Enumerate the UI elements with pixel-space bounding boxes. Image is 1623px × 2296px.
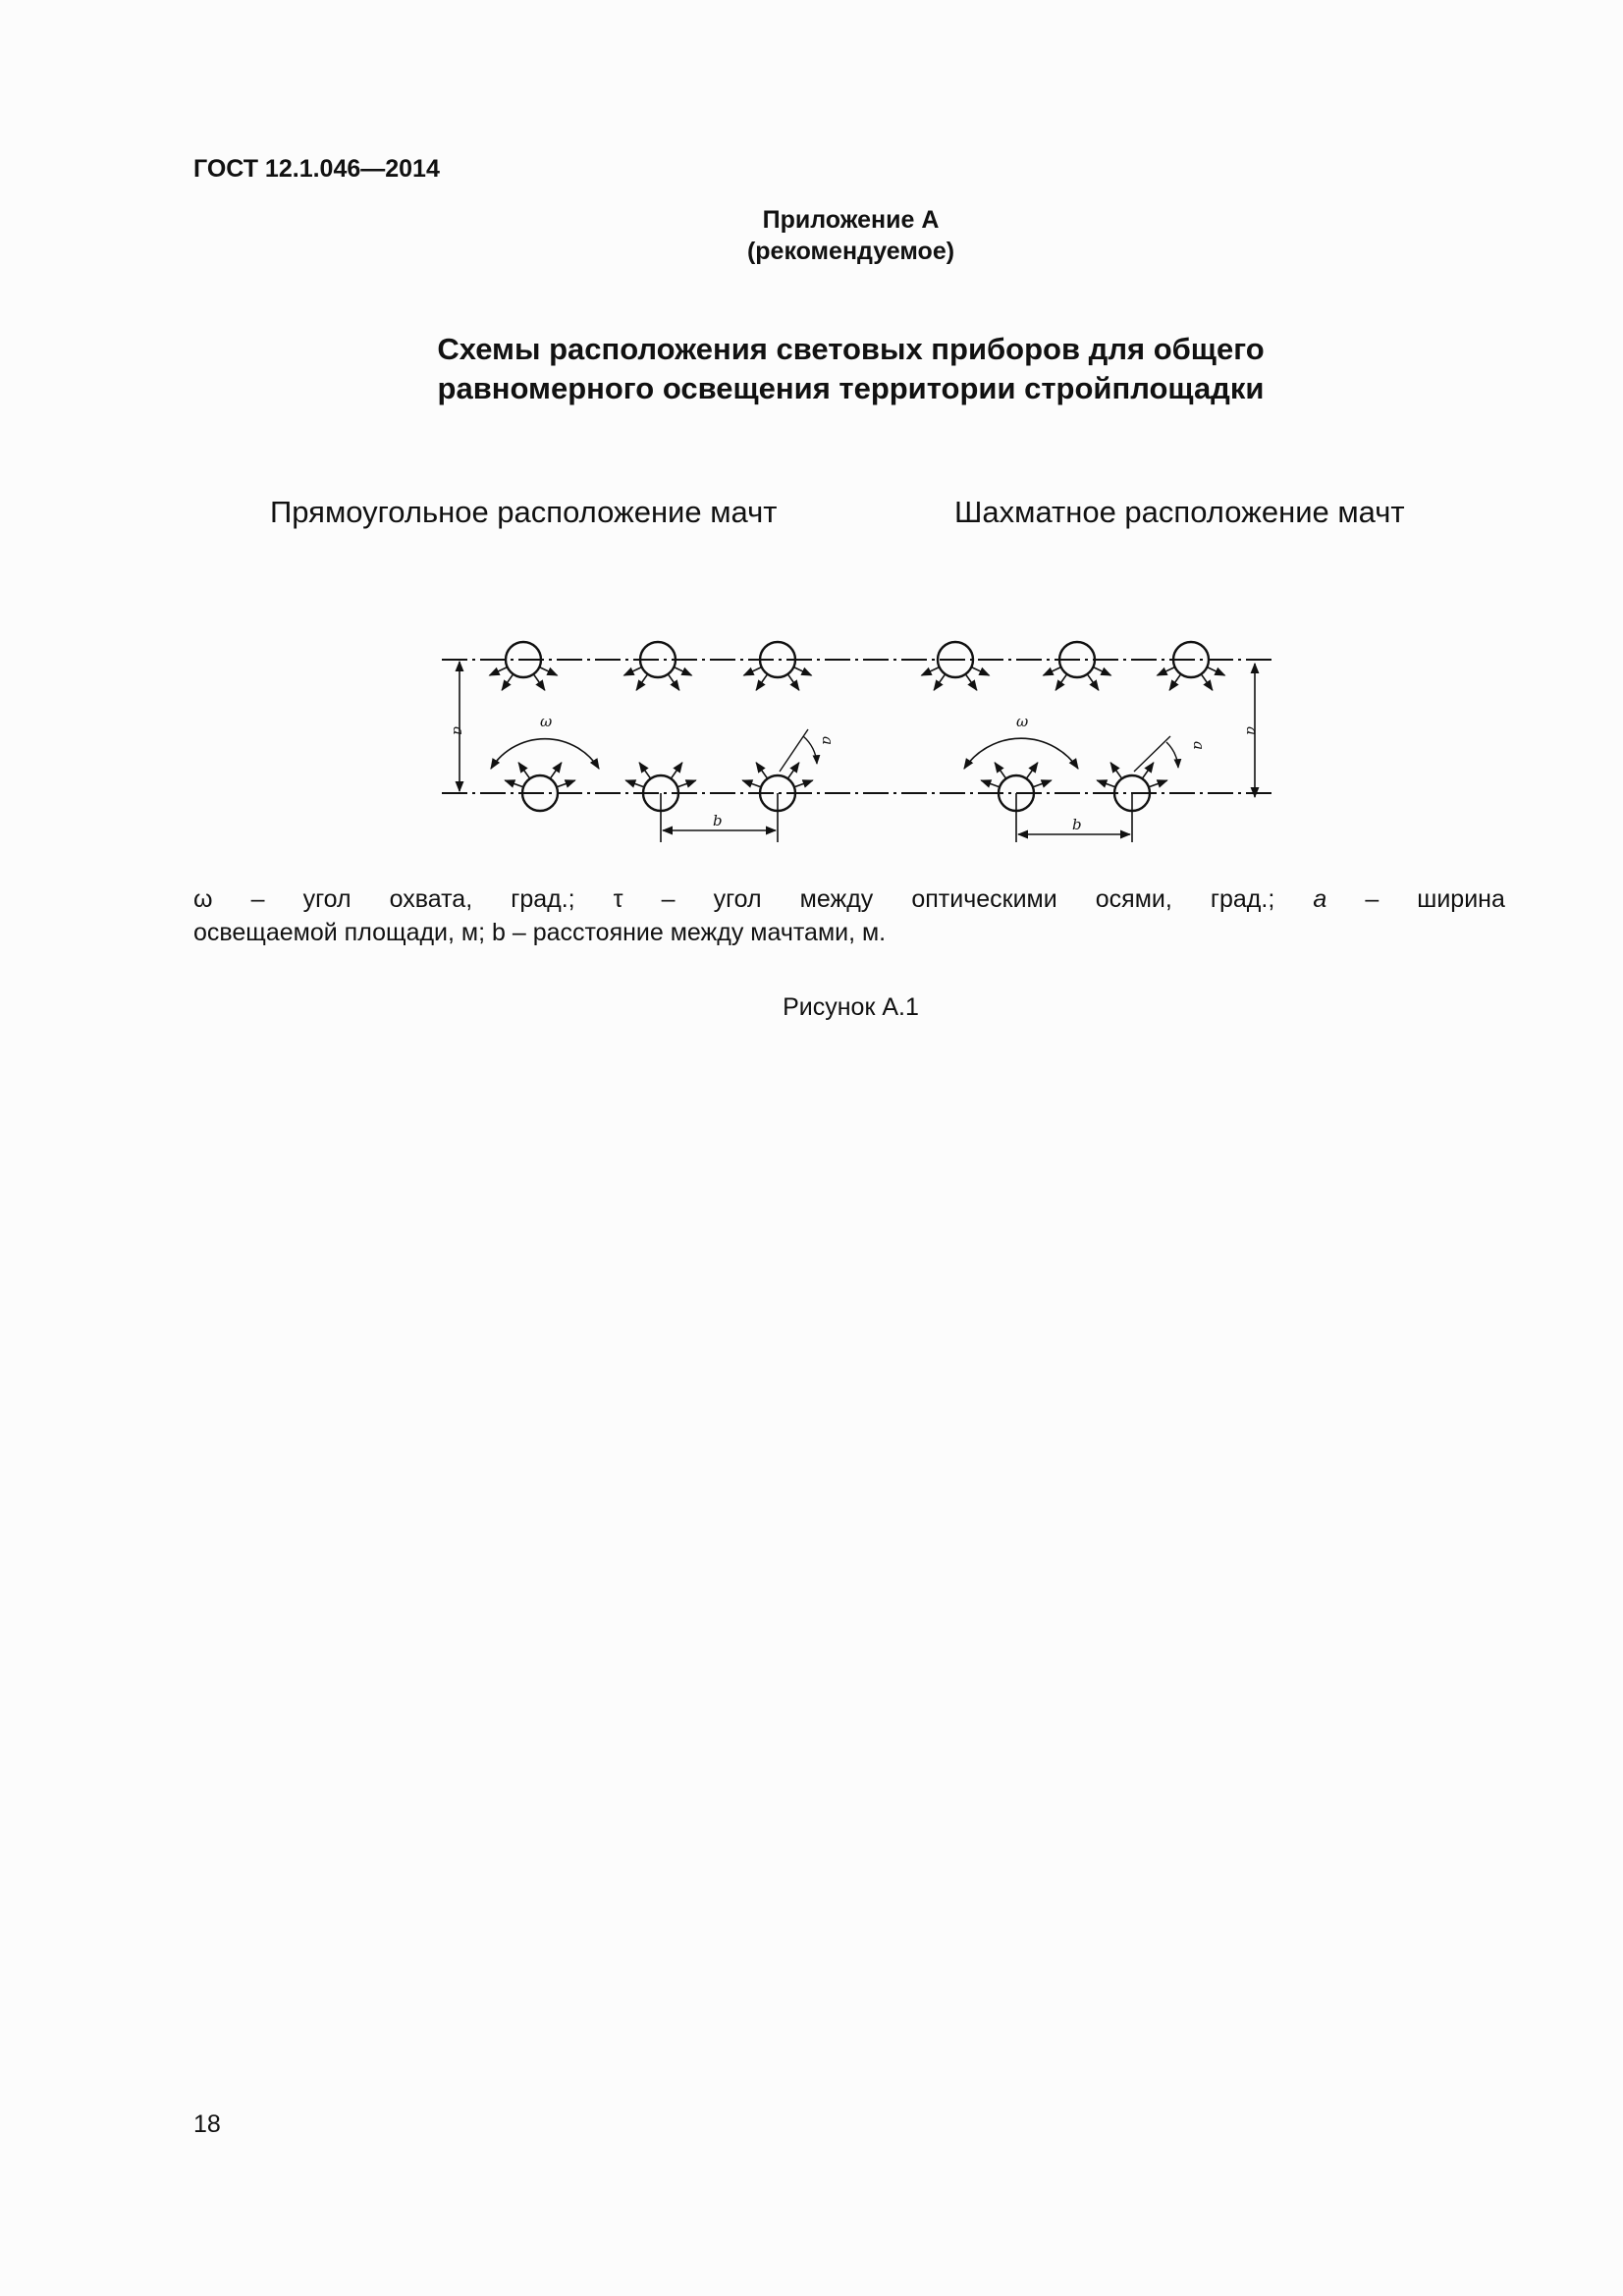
light-direction-arrow <box>744 667 761 675</box>
legend-word: охвата, <box>389 885 473 913</box>
light-direction-arrow <box>636 675 647 691</box>
figure-legend <box>193 882 1505 949</box>
appendix-heading <box>0 204 1623 267</box>
light-direction-arrow <box>1150 780 1167 786</box>
light-direction-arrow <box>795 780 813 786</box>
light-direction-arrow <box>1027 763 1038 778</box>
subtitle-rectangular: Прямоугольное расположение мачт <box>270 495 778 529</box>
light-direction-arrow <box>788 675 799 691</box>
legend-word: осями, <box>1095 885 1172 913</box>
light-direction-arrow <box>540 667 557 675</box>
light-direction-arrow <box>972 667 989 675</box>
light-direction-arrow <box>1110 763 1121 778</box>
light-direction-arrow <box>966 675 977 691</box>
light-direction-arrow <box>1097 780 1114 786</box>
light-direction-arrow <box>502 675 513 691</box>
light-direction-arrow <box>1094 667 1110 675</box>
label-a-left: a <box>450 726 467 735</box>
omega-arc-left <box>491 739 599 769</box>
mast-top-2 <box>624 642 692 690</box>
tau-arc-left <box>780 729 817 772</box>
legend-word: оптическими <box>911 885 1057 913</box>
mast-top-5 <box>1044 642 1111 690</box>
light-direction-arrow <box>1055 675 1066 691</box>
legend-word: – <box>1365 885 1380 913</box>
light-direction-arrow <box>934 675 945 691</box>
light-direction-arrow <box>995 763 1005 778</box>
page-number: 18 <box>193 2110 221 2138</box>
legend-word: град.; <box>1210 885 1275 913</box>
light-direction-arrow <box>1088 675 1099 691</box>
light-direction-arrow <box>1208 667 1224 675</box>
legend-word: угол <box>713 885 762 913</box>
legend-word: – <box>661 885 676 913</box>
legend-word: a <box>1313 885 1327 913</box>
label-tau-left: a <box>819 736 837 745</box>
light-direction-arrow <box>756 763 767 778</box>
label-tau-right: a <box>1190 741 1208 750</box>
label-b-left: b <box>713 812 723 829</box>
light-direction-arrow <box>756 675 767 691</box>
light-direction-arrow <box>1034 780 1052 786</box>
figure-caption: Рисунок А.1 <box>783 993 919 1021</box>
masts-layer <box>490 642 1225 811</box>
light-direction-arrow <box>672 763 682 778</box>
legend-word: – <box>250 885 265 913</box>
main-title-line2: равномерного освещения территории стройплощадки <box>437 371 1265 405</box>
main-title <box>0 330 1623 408</box>
legend-line1 <box>193 882 1505 916</box>
light-direction-arrow <box>675 667 691 675</box>
light-direction-arrow <box>981 780 999 786</box>
light-direction-arrow <box>624 667 641 675</box>
main-title-line1: Схемы расположения световых приборов для общего <box>437 332 1265 366</box>
legend-line2: освещаемой площади, м; b – расстояние между мачтами, м. <box>193 919 887 946</box>
light-direction-arrow <box>669 675 679 691</box>
legend-word: град.; <box>511 885 575 913</box>
light-direction-arrow <box>794 667 811 675</box>
mast-top-6 <box>1158 642 1225 690</box>
mast-layout-diagram <box>432 628 1286 854</box>
mast-bottom-1 <box>505 763 574 811</box>
light-direction-arrow <box>1044 667 1060 675</box>
light-direction-arrow <box>1202 675 1213 691</box>
subtitle-staggered: Шахматное расположение мачт <box>954 495 1405 529</box>
light-direction-arrow <box>922 667 939 675</box>
light-direction-arrow <box>788 763 799 778</box>
light-direction-arrow <box>742 780 760 786</box>
light-direction-arrow <box>551 763 562 778</box>
legend-word: τ <box>613 885 623 913</box>
omega-arc-right <box>964 738 1078 769</box>
light-direction-arrow <box>639 763 650 778</box>
light-direction-arrow <box>1158 667 1174 675</box>
light-direction-arrow <box>505 780 522 786</box>
light-direction-arrow <box>558 780 575 786</box>
light-direction-arrow <box>490 667 507 675</box>
light-direction-arrow <box>534 675 545 691</box>
legend-word: ширина <box>1417 885 1505 913</box>
tau-ray-left <box>780 729 808 772</box>
appendix-note: (рекомендуемое) <box>746 238 955 265</box>
mast-top-1 <box>490 642 558 690</box>
tau-arc-right <box>1134 736 1178 772</box>
legend-word: угол <box>302 885 352 913</box>
legend-word: ω <box>193 885 213 913</box>
mast-top-3 <box>744 642 812 690</box>
appendix-title: Приложение А <box>762 206 940 234</box>
light-direction-arrow <box>518 763 529 778</box>
legend-word: между <box>799 885 874 913</box>
document-code: ГОСТ 12.1.046—2014 <box>193 155 440 183</box>
light-direction-arrow <box>1169 675 1180 691</box>
label-omega-right: ω <box>1016 713 1029 730</box>
light-direction-arrow <box>625 780 643 786</box>
light-direction-arrow <box>678 780 696 786</box>
mast-top-4 <box>922 642 990 690</box>
light-direction-arrow <box>1143 763 1154 778</box>
tau-ray-right <box>1134 736 1170 772</box>
label-b-right: b <box>1072 816 1082 833</box>
label-omega-left: ω <box>540 713 553 730</box>
label-a-right: a <box>1243 726 1261 735</box>
